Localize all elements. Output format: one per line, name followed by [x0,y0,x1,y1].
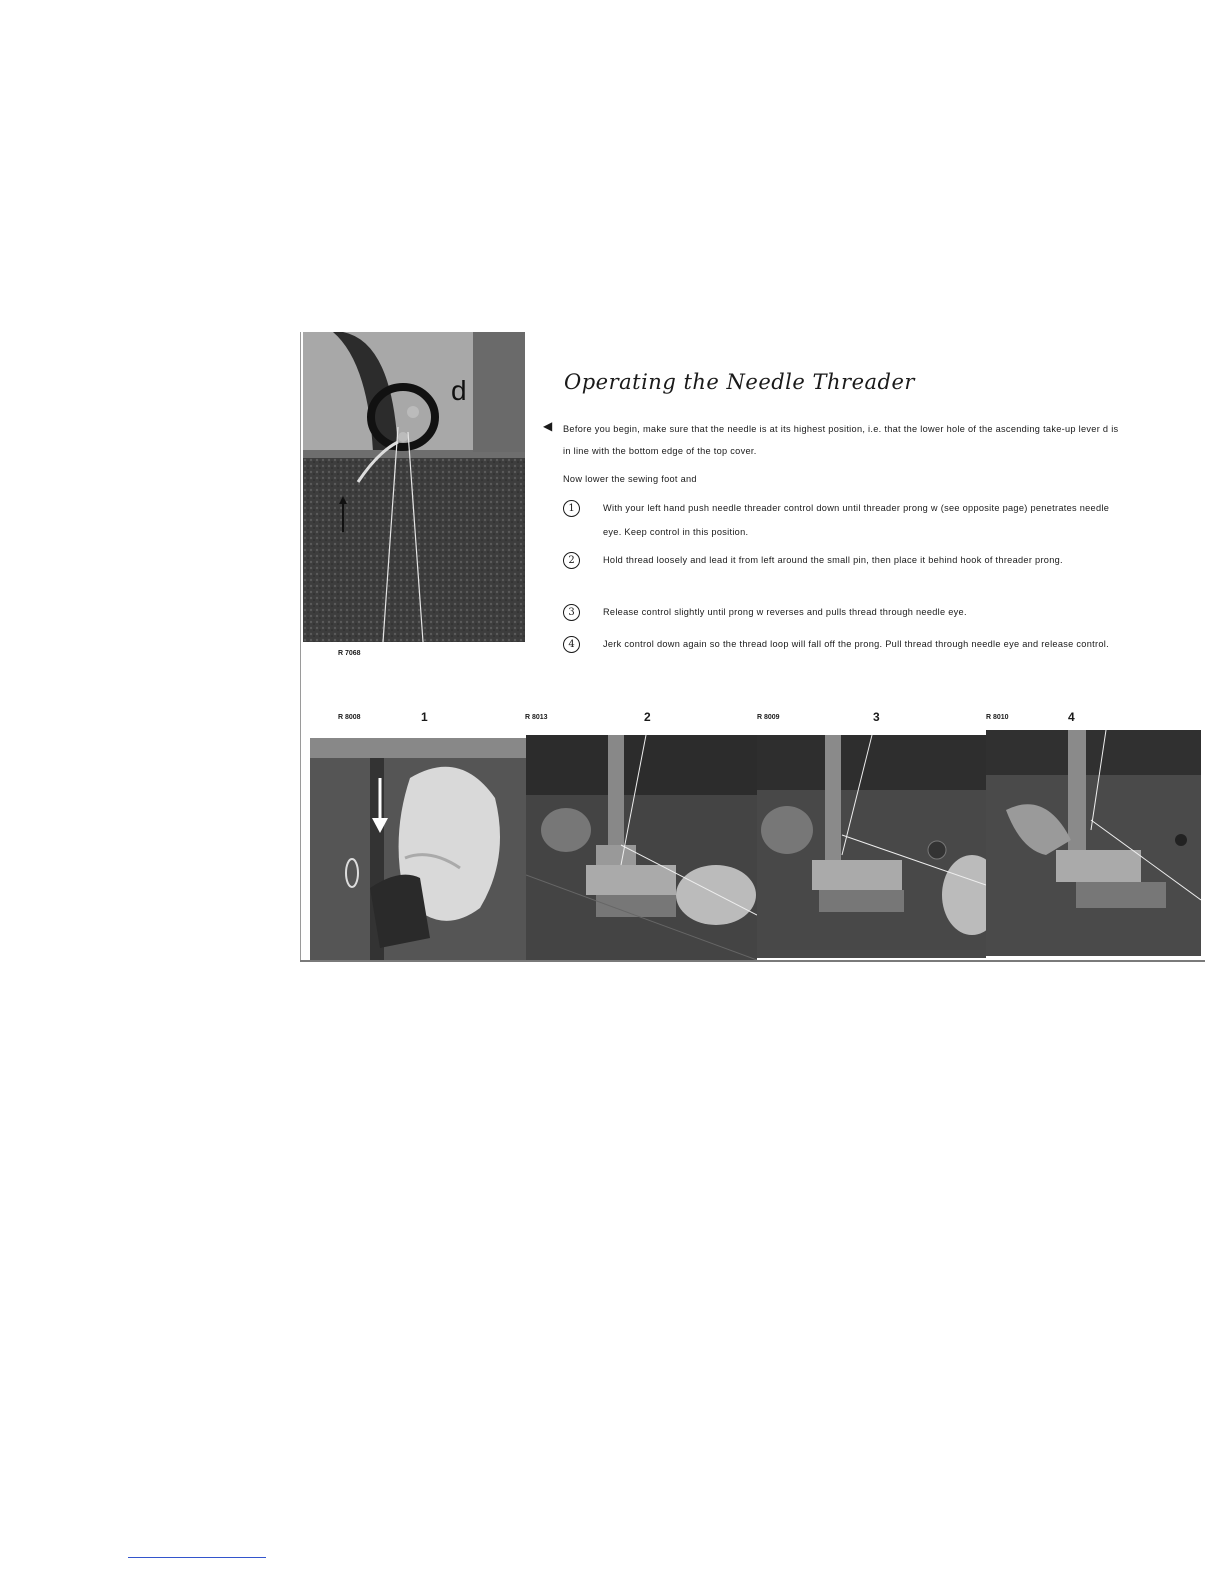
strip-code-2: R 8013 [525,714,548,721]
step-text: Hold thread loosely and lead it from left around the small pin, then place it behind hook of threader prong. [603,555,1063,565]
pointer-arrow-icon: ◀ [543,419,553,433]
intro-paragraph: Before you begin, make sure that the needle is at its highest position, i.e. that the lower hole of the ascending take-up lever d is in line with the bottom edge of the top cover. [563,424,1119,456]
strip-code-3: R 8009 [757,714,780,721]
strip-number-1: 1 [421,710,428,724]
step-text: Jerk control down again so the thread loop will fall off the prong. Pull thread through needle eye and release control. [603,639,1109,649]
step-number: 1 [563,500,580,517]
step-photo-1-hand-pushing-control [310,738,526,960]
strip-code-4: R 8010 [986,714,1009,721]
footer-link-underline [128,1557,266,1558]
strip-number-3: 3 [873,710,880,724]
step-text: With your left hand push needle threader control down until threader prong w (see opposite page) penetrates needle eye. Keep control in this position. [603,503,1110,537]
step-number: 2 [563,552,580,569]
strip-code-1: R 8008 [338,714,361,721]
step-text: Release control slightly until prong w reverses and pulls thread through needle eye. [603,607,967,617]
step-photo-3-prong-reverses [757,735,986,958]
page-title: Operating the Needle Threader [564,370,915,394]
step-number: 3 [563,604,580,621]
scan-edge [300,332,301,962]
step-photo-2-thread-around-pin [526,735,757,960]
lead-sentence: Now lower the sewing foot and [563,474,697,484]
step-photo-4-pull-thread [986,730,1201,956]
label-d: d [451,375,467,406]
strip-number-4: 4 [1068,710,1075,724]
main-photo-caption: R 7068 [338,650,361,657]
main-photo-take-up-lever [303,332,525,642]
step-number: 4 [563,636,580,653]
strip-number-2: 2 [644,710,651,724]
scan-edge-bottom [300,960,1205,962]
